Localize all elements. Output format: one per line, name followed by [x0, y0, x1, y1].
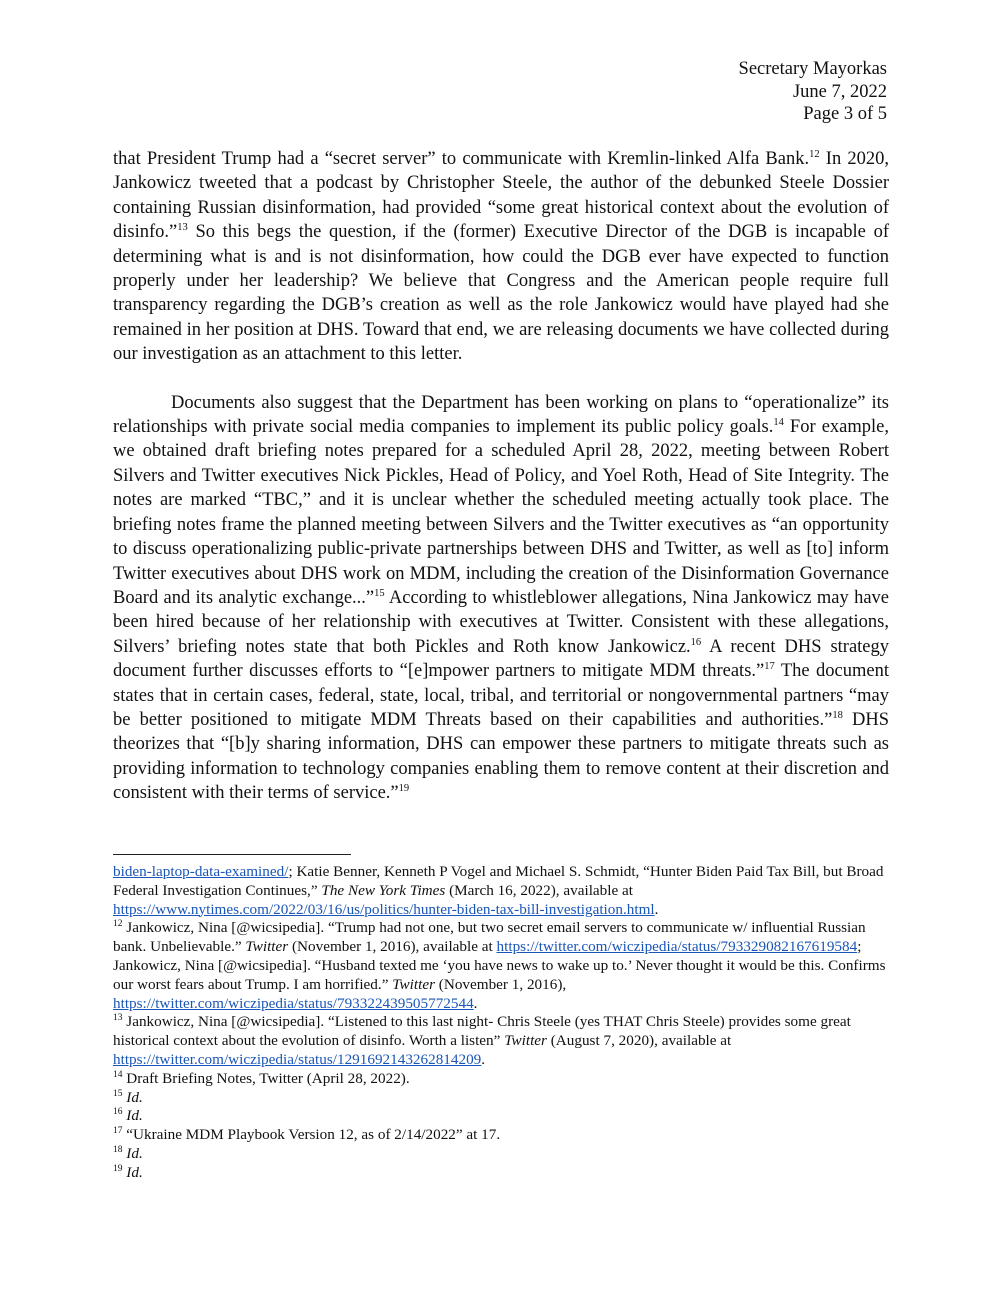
footnote-ref-13: 13	[177, 222, 188, 234]
footnote-19: $^{19}$ Id.	[113, 1163, 143, 1181]
letter-body	[113, 147, 889, 806]
footnote-ref-19: 19	[398, 783, 410, 794]
footnote-11-continued: biden-laptop-data-examined/; Katie Benner, Kenneth P Vogel and Michael S. Schmidt, “Hunter Biden Paid Tax Bill, but Broad Federal Investigation Continues,” The New York Times (March 16, 2022), available at https://www.nytimes.com/2022/03/16/us/politics/hunter-biden-tax-bill-investigation.html.	[113, 863, 884, 918]
p1-text-3: So this begs the question, if the (former) Executive Director of the DGB is incapable of determining what is and is not disinformation, how could the DGB ever have expected to function properly under her leadership? We believe that Congress and the American people require full transparency regarding the DGB’s creation as well as the role Jankowicz would have played had she remained in her position at DHS. Toward that end, we are releasing documents we have collected during our investigation as an attachment to this letter.	[113, 222, 889, 365]
footnote-link-tweet-2[interactable]: https://twitter.com/wiczipedia/status/793322439505772544	[113, 994, 474, 1012]
footnote-16: $^{16}$ Id.	[113, 1107, 143, 1125]
footnote-ref-16: 16	[690, 636, 702, 648]
p1-text-1: that President Trump had a “secret server” to communicate with Kremlin-linked Alfa Bank.	[113, 149, 810, 169]
header-recipient: Secretary Mayorkas	[738, 59, 887, 79]
p2-text-5: The document states that in certain cases, federal, state, local, tribal, and territorial or nongovernmental partners “may be better positioned to mitigate MDM Threats based on their capabilities and authorities.”	[113, 661, 889, 730]
p2-text-1: Documents also suggest that the Department has been working on plans to “operationalize” its relationships with private social media companies to implement its public policy goals.	[113, 392, 889, 438]
footnote-ref-14: 14	[773, 416, 784, 428]
header-date: June 7, 2022	[792, 81, 887, 102]
footnote-link-biden-laptop[interactable]: biden-laptop-data-examined/	[113, 863, 289, 880]
publication-name: The New York Times	[321, 881, 446, 899]
footnote-number: 18	[113, 1144, 123, 1155]
footnote-ref-17: 17	[764, 660, 775, 672]
footnote-divider	[113, 854, 351, 855]
footnote-number: 13	[113, 1013, 123, 1024]
footnote-number: 19	[113, 1163, 123, 1174]
footnote-link-tweet-1[interactable]: https://twitter.com/wiczipedia/status/793329082167619584	[496, 938, 858, 956]
footnote-15: $^{15}$ Id.	[113, 1088, 143, 1106]
footnote-12: $^{12}$ Jankowicz, Nina [@wicsipedia]. “Trump had not one, but two secret email servers to communicate w/ influential Russian bank. Unbelievable.” Twitter (November 1, 2016), available at https://twitter.com/wiczipedia/status/793329082167619584; Jankowicz, Nina [@wicsipedia]. “Husband texted me ‘you have news to wake up to.’ Never thought it would be this. Confirms our worst fears about Trump. I am horrified.” Twitter (November 1, 2016), https://twitter.com/wiczipedia/status/793322439505772544.	[113, 919, 886, 1012]
footnote-link-tweet-3[interactable]: https://twitter.com/wiczipedia/status/1291692143262814209	[113, 1050, 482, 1068]
footnote-13: $^{13}$ Jankowicz, Nina [@wicsipedia]. “Listened to this last night- Chris Steele (yes THAT Chris Steele) provides some great historical context about the evolution of disinfo. Worth a listen” Twitter (August 7, 2020), available at https://twitter.com/wiczipedia/status/1291692143262814209.	[113, 1013, 851, 1068]
footnote-17: $^{17}$ “Ukraine MDM Playbook Version 12, as of 2/14/2022” at 17.	[113, 1126, 501, 1144]
footnote-14: $^{14}$ Draft Briefing Notes, Twitter (April 28, 2022).	[113, 1069, 410, 1087]
p2-text-3: According to whistleblower allegations, Nina Jankowicz may have been hired because of her relationship with executives at Twitter. Consistent with these allegations, Silvers’ briefing notes state that both Pickles and Roth know Jankowicz.	[113, 587, 889, 657]
footnotes-section	[113, 863, 889, 1183]
footnote-18: $^{18}$ Id.	[113, 1144, 143, 1162]
p1-text-2: In 2020, Jankowicz tweeted that a podcast by Christopher Steele, the author of the debunked Steele Dossier containing Russian disinformation, had provided “some great historical context about the evolution of disinfo.”	[113, 149, 889, 243]
p2-text-2: For example, we obtained draft briefing notes prepared for a scheduled April 28, 2022, meeting between Robert Silvers and Twitter executives Nick Pickles, Head of Policy, and Yoel Roth, Head of Site Integrity. The notes are marked “TBC,” and it is unclear whether the scheduled meeting actually took place. The briefing notes frame the planned meeting between Silvers and the Twitter executives as “an opportunity to discuss operationalizing public-private partnerships between DHS and Twitter, as well as [to] inform Twitter executives about DHS work on MDM, including the creation of the Disinformation Governance Board and its analytic exchange...”	[113, 417, 889, 608]
footnote-number: 15	[113, 1088, 123, 1099]
footnote-number: 16	[113, 1107, 123, 1118]
footnote-number: 14	[113, 1069, 123, 1080]
body-paragraph-1	[113, 147, 889, 367]
footnote-link-nytimes[interactable]: https://www.nytimes.com/2022/03/16/us/politics/hunter-biden-tax-bill-investigation.html	[113, 900, 655, 918]
body-paragraph-2	[113, 391, 889, 806]
p2-text-6: DHS theorizes that “[b]y sharing information, DHS can empower these partners to mitigate threats such as providing information to technology companies enabling them to remove content at their discretion and consistent with their terms of service.”	[113, 709, 889, 804]
footnote-number: 17	[113, 1126, 123, 1137]
p2-text-4: A recent DHS strategy document further discusses efforts to “[e]mpower partners to mitigate MDM threats.”	[113, 636, 890, 682]
header-page-number: Page 3 of 5	[803, 104, 887, 124]
letter-header	[739, 58, 887, 126]
footnote-ref-18: 18	[832, 709, 843, 721]
footnote-number: 12	[113, 919, 123, 930]
footnote-ref-12: 12	[809, 148, 820, 160]
footnote-ref-15: 15	[374, 587, 385, 599]
